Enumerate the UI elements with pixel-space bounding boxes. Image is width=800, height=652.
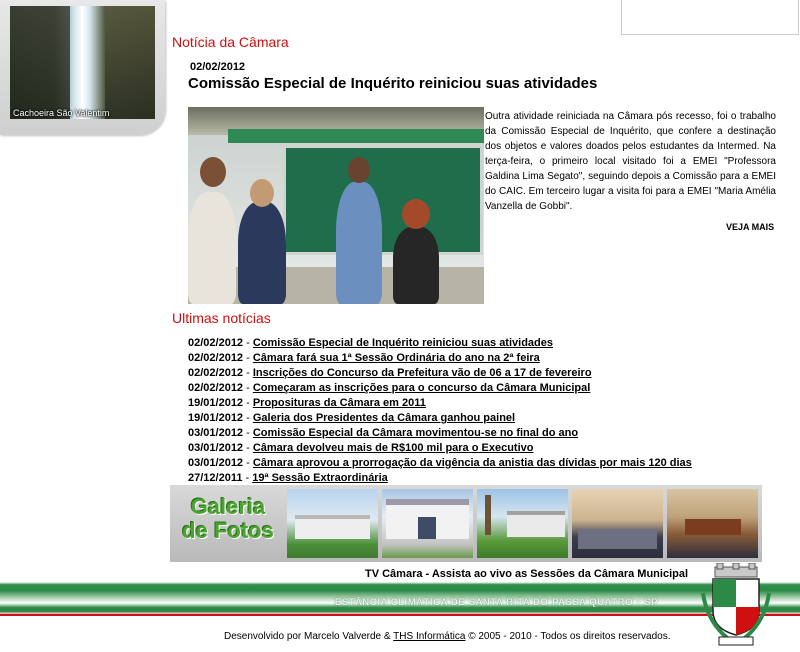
latest-section-title: Ultimas notícias bbox=[172, 310, 271, 326]
item-link[interactable]: Câmara aprovou a prorrogação da vigência da anistia das dívidas por mais 120 dias bbox=[252, 457, 692, 469]
gallery-label-line1: Galeria bbox=[190, 494, 266, 519]
thumb-building bbox=[295, 515, 370, 539]
item-link[interactable]: Comissão Especial da Câmara movimentou-se no final do ano bbox=[252, 427, 579, 439]
gallery-label[interactable] bbox=[178, 495, 278, 543]
list-item: 19/01/2012 - Proposituras da Câmara em 2011 bbox=[188, 397, 426, 409]
news-section-title: Notícia da Câmara bbox=[172, 34, 289, 50]
list-item: 02/02/2012 - Comissão Especial de Inquérito reiniciou suas atividades bbox=[188, 337, 553, 349]
tv-camara-link[interactable]: TV Câmara - Assista ao vivo as Sessões da Câmara Municipal bbox=[365, 568, 689, 580]
item-link[interactable]: Comissão Especial de Inquérito reiniciou suas atividades bbox=[252, 337, 553, 349]
gallery-thumb[interactable] bbox=[667, 489, 758, 558]
news-date: 02/02/2012 bbox=[190, 61, 246, 73]
gallery-thumb[interactable] bbox=[572, 489, 663, 558]
item-date: 03/01/2012 bbox=[188, 427, 244, 439]
waterfall-photo[interactable] bbox=[10, 6, 155, 119]
featured-photo-card[interactable] bbox=[0, 0, 165, 135]
copyright-line bbox=[224, 631, 671, 642]
item-date: 27/12/2011 bbox=[188, 472, 243, 484]
photo-caption: Cachoeira São Valentim bbox=[13, 108, 110, 118]
thumb-table bbox=[685, 519, 741, 535]
item-link[interactable]: Proposituras da Câmara em 2011 bbox=[252, 397, 426, 409]
photo-person bbox=[188, 192, 236, 304]
thumb-chairs bbox=[578, 529, 657, 549]
gallery-thumb[interactable] bbox=[382, 489, 473, 558]
photo-head bbox=[200, 157, 226, 187]
photo-head bbox=[402, 199, 430, 229]
list-item: 02/02/2012 - Inscrições do Concurso da Prefeitura vão de 06 a 17 de fevereiro bbox=[188, 367, 592, 379]
read-more-link[interactable]: VEJA MAIS bbox=[726, 222, 775, 232]
news-photo[interactable] bbox=[188, 107, 484, 304]
photo-head bbox=[250, 179, 274, 207]
gallery-label-line2: de Fotos bbox=[182, 518, 274, 543]
list-item: 03/01/2012 - Câmara devolveu mais de R$100 mil para o Executivo bbox=[188, 442, 534, 454]
photo-chalkboard bbox=[283, 145, 483, 255]
footer-band-text: ESTÂNCIA CLIMÁTICA DE SANTA RITA DO PASSA QUATRO - SP bbox=[335, 597, 659, 607]
news-body: Outra atividade reiniciada na Câmara pós recesso, foi o trabalho da Comissão Especial de Inquérito, que confere a destinação dos objetos e valores doados pelos estudantes da Intermed. Na terça-feira, o primeiro local visitado foi a EMEI "Professora Galdina Lima Segato", seguindo depois a Comissão para a EMEI do CAIC. Em terceiro lugar a visita foi para a EMEI "Maria Amélia Vanzella de Gobbi". bbox=[485, 111, 776, 212]
thumb-palm bbox=[485, 495, 491, 535]
item-date: 02/02/2012 bbox=[188, 382, 244, 394]
photo-rock-right bbox=[105, 6, 155, 119]
item-date: 03/01/2012 bbox=[188, 457, 244, 469]
item-date: 03/01/2012 bbox=[188, 442, 244, 454]
photo-person bbox=[336, 182, 382, 304]
photo-head bbox=[348, 157, 370, 183]
item-date: 02/02/2012 bbox=[188, 337, 244, 349]
photo-rock-left bbox=[10, 6, 70, 119]
top-right-box bbox=[621, 0, 799, 35]
list-item: 02/02/2012 - Começaram as inscrições para o concurso da Câmara Municipal bbox=[188, 382, 591, 394]
item-link[interactable]: Começaram as inscrições para o concurso da Câmara Municipal bbox=[252, 382, 591, 394]
municipal-crest-icon bbox=[701, 563, 771, 648]
item-date: 02/02/2012 bbox=[188, 367, 244, 379]
list-item: 02/02/2012 - Câmara fará sua 1ª Sessão Ordinária do ano na 2ª feira bbox=[188, 352, 540, 364]
item-date: 19/01/2012 bbox=[188, 412, 244, 424]
list-item: 03/01/2012 - Comissão Especial da Câmara movimentou-se no final do ano bbox=[188, 427, 579, 439]
photo-strip bbox=[228, 129, 484, 143]
item-link[interactable]: Câmara devolveu mais de R$100 mil para o Executivo bbox=[252, 442, 534, 454]
credit-prefix: Desenvolvido por Marcelo Valverde & bbox=[224, 631, 394, 642]
item-date: 02/02/2012 bbox=[188, 352, 244, 364]
gallery-thumb[interactable] bbox=[477, 489, 568, 558]
item-date: 19/01/2012 bbox=[188, 397, 244, 409]
list-item: 03/01/2012 - Câmara aprovou a prorrogação da vigência da anistia das dívidas por mais 120 dias bbox=[188, 457, 692, 469]
list-item: 19/01/2012 - Galeria dos Presidentes da Câmara ganhou painel bbox=[188, 412, 516, 424]
item-link[interactable]: 19ª Sessão Extraordinária bbox=[252, 472, 388, 484]
credit-company-link[interactable]: THS Informática bbox=[393, 631, 466, 642]
list-item: 27/12/2011 - 19ª Sessão Extraordinária bbox=[188, 472, 388, 484]
gallery-thumb[interactable] bbox=[287, 489, 378, 558]
photo-person bbox=[393, 227, 439, 304]
photo-gallery bbox=[170, 485, 762, 562]
news-headline[interactable]: Comissão Especial de Inquérito reiniciou suas atividades bbox=[188, 75, 598, 92]
photo-person bbox=[238, 202, 286, 304]
credit-suffix: © 2005 - 2010 - Todos os direitos reservados. bbox=[465, 631, 671, 642]
thumb-door bbox=[418, 517, 436, 539]
item-link[interactable]: Inscrições do Concurso da Prefeitura vão de 06 a 17 de fevereiro bbox=[252, 367, 592, 379]
latest-news-list bbox=[188, 336, 692, 486]
item-link[interactable]: Câmara fará sua 1ª Sessão Ordinária do ano na 2ª feira bbox=[252, 352, 540, 364]
thumb-building bbox=[507, 511, 565, 537]
item-link[interactable]: Galeria dos Presidentes da Câmara ganhou painel bbox=[252, 412, 516, 424]
